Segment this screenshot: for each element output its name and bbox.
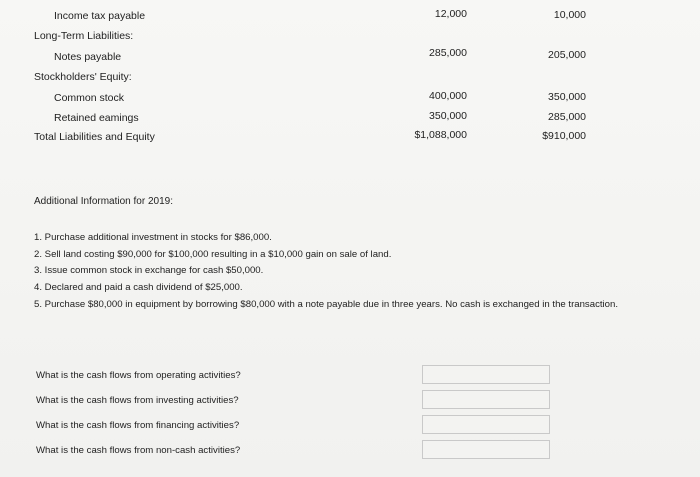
answer-operating-input[interactable]	[422, 365, 550, 384]
info-item-1: 1. Purchase additional investment in stocks for $86,000.	[34, 232, 272, 243]
total-liabilities-equity-2018: $910,000	[542, 130, 586, 142]
total-liabilities-equity-2019: $1,088,000	[414, 129, 467, 141]
answer-non-cash-input[interactable]	[422, 440, 550, 459]
row-label-total-liabilities-equity: Total Liabilities and Equity	[34, 131, 155, 143]
info-item-4: 4. Declared and paid a cash dividend of $25,000.	[34, 282, 243, 293]
additional-info-title: Additional Information for 2019:	[34, 196, 173, 207]
retained-earnings-2018: 285,000	[548, 111, 586, 123]
question-investing: What is the cash flows from investing activities?	[36, 395, 239, 406]
common-stock-2019: 400,000	[429, 90, 467, 102]
income-tax-payable-2018: 10,000	[553, 9, 586, 21]
row-label-notes-payable: Notes payable	[54, 51, 122, 63]
question-financing: What is the cash flows from financing activities?	[36, 420, 240, 431]
answer-investing-input[interactable]	[422, 390, 550, 409]
section-stockholders-equity: Stockholders' Equity:	[34, 71, 132, 83]
notes-payable-2018: 205,000	[548, 49, 586, 61]
section-long-term-liabilities: Long-Term Liabilities:	[34, 30, 134, 42]
row-label-retained-earnings: Retained eamings	[54, 112, 139, 124]
info-item-3: 3. Issue common stock in exchange for cash $50,000.	[34, 265, 264, 276]
info-item-2: 2. Sell land costing $90,000 for $100,000 resulting in a $10,000 gain on sale of land.	[34, 249, 392, 260]
common-stock-2018: 350,000	[548, 91, 586, 103]
row-label-common-stock: Common stock	[54, 92, 125, 104]
income-tax-payable-2019: 12,000	[434, 8, 467, 20]
question-operating: What is the cash flows from operating activities?	[36, 370, 241, 381]
row-label-income-tax-payable: Income tax payable	[54, 10, 146, 22]
retained-earnings-2019: 350,000	[429, 110, 467, 122]
question-non-cash: What is the cash flows from non-cash activities?	[36, 445, 241, 456]
notes-payable-2019: 285,000	[429, 47, 467, 59]
answer-financing-input[interactable]	[422, 415, 550, 434]
info-item-5: 5. Purchase $80,000 in equipment by borrowing $80,000 with a note payable due in three years. No cash is exchanged in the transaction.	[34, 299, 618, 310]
